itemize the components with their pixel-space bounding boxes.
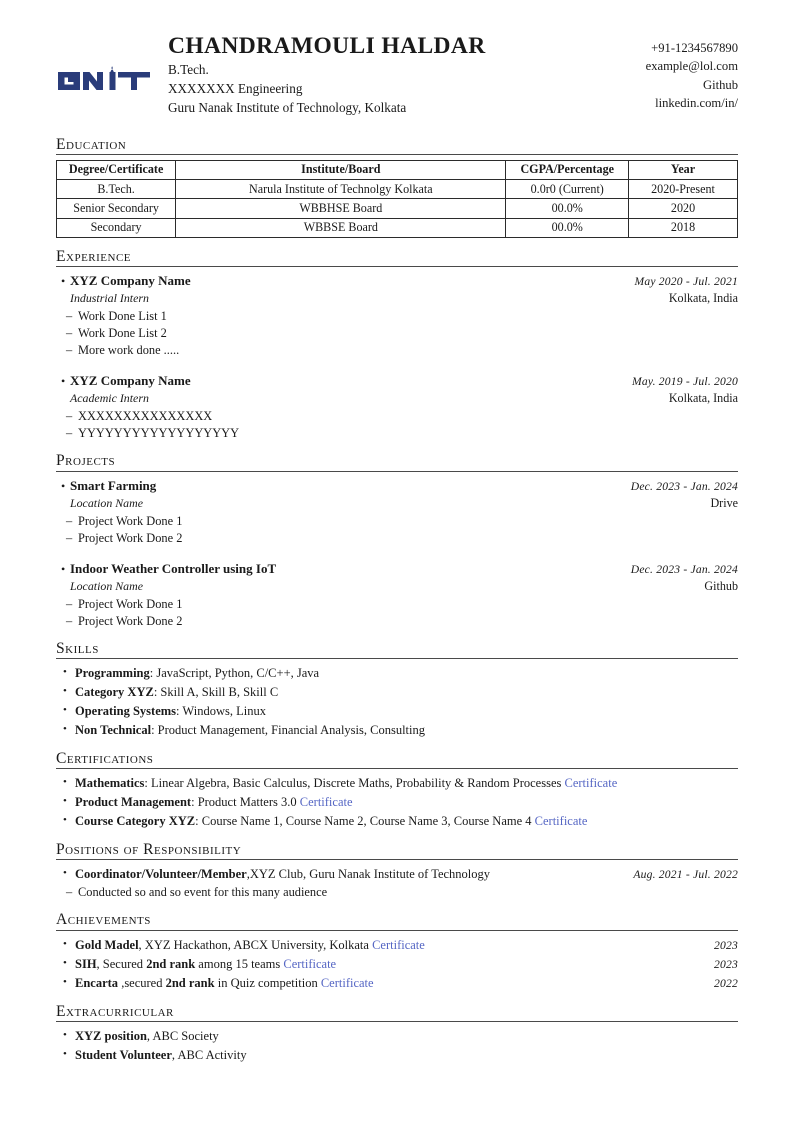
certificate-link[interactable]: Certificate <box>564 776 618 791</box>
project-location-name: Location Name <box>70 578 143 593</box>
skill-sep: : <box>176 704 183 719</box>
section-skills <box>56 640 738 740</box>
section-heading-extracurricular: Extracurricular <box>56 1002 174 1020</box>
certificate-link[interactable]: Certificate <box>372 937 425 952</box>
cell-degree: Senior Secondary <box>57 199 176 218</box>
skill-label: Operating Systems <box>75 704 177 719</box>
extra-detail: , ABC Society <box>146 1028 219 1043</box>
list-item: – XXXXXXXXXXXXXXX <box>56 408 738 425</box>
position-text <box>75 865 633 884</box>
project-title: Smart Farming <box>70 477 157 493</box>
achievement-row <box>75 936 738 955</box>
experience-role: Industrial Intern <box>70 291 149 306</box>
cert-value: Course Name 1, Course Name 2, Course Name 3, Course Name 4 <box>201 814 535 829</box>
experience-company: XYZ Company Name <box>70 273 191 289</box>
project-link[interactable]: Drive <box>710 495 738 510</box>
certificate-link[interactable]: Certificate <box>534 814 588 829</box>
experience-points <box>56 408 738 442</box>
project-entry <box>56 477 738 547</box>
table-row <box>57 199 738 218</box>
achievement-rank: 2nd rank <box>146 956 196 971</box>
contact-phone: +91-1234567890 <box>651 41 738 55</box>
table-header-row <box>57 160 738 179</box>
contact-github-link[interactable]: Github <box>703 77 738 92</box>
achievement-year: 2022 <box>714 976 738 990</box>
cell-cgpa: 00.0% <box>506 218 629 237</box>
spacer <box>56 362 738 372</box>
branch-line: XXXXXXX Engineering <box>168 81 303 97</box>
list-item: – Project Work Done 1 <box>56 596 738 613</box>
cert-sep: : <box>144 776 152 791</box>
section-rule <box>56 1021 738 1022</box>
list-item: – Project Work Done 2 <box>56 530 738 547</box>
achievement-text <box>75 936 714 955</box>
cell-degree: B.Tech. <box>57 180 176 199</box>
table-row <box>57 218 738 237</box>
skill-value: Product Management, Financial Analysis, Consulting <box>157 723 426 738</box>
section-heading-skills: Skills <box>56 639 99 657</box>
experience-date: May. 2019 - Jul. 2020 <box>632 375 738 389</box>
certificate-link[interactable]: Certificate <box>299 795 353 810</box>
resume-header <box>56 34 738 118</box>
achievement-row <box>75 955 738 974</box>
list-item <box>56 1046 738 1065</box>
cert-label: Course Category XYZ <box>75 814 196 829</box>
skill-value: Windows, Linux <box>182 704 266 719</box>
section-extracurricular <box>56 1003 738 1065</box>
cert-label: Product Management <box>75 795 192 810</box>
list-item: – Conducted so and so event for this many audience <box>56 884 738 901</box>
list-item: – Work Done List 1 <box>56 308 738 325</box>
section-heading-positions: Positions of Responsibility <box>56 841 242 859</box>
cell-year: 2018 <box>629 218 738 237</box>
project-points <box>56 596 738 630</box>
achievement-year: 2023 <box>714 938 738 952</box>
cell-cgpa: 00.0% <box>506 199 629 218</box>
extra-detail: , ABC Activity <box>171 1047 247 1062</box>
skills-list <box>56 664 738 740</box>
section-positions <box>56 841 738 901</box>
skill-value: Skill A, Skill B, Skill C <box>160 685 279 700</box>
certificate-link[interactable]: Certificate <box>283 956 337 971</box>
cell-degree: Secondary <box>57 218 176 237</box>
positions-list <box>56 865 738 884</box>
th-institute: Institute/Board <box>176 160 506 179</box>
experience-date: May 2020 - Jul. 2021 <box>634 275 738 289</box>
section-rule <box>56 930 738 931</box>
position-row <box>75 865 738 884</box>
degree-line: B.Tech. <box>168 62 209 78</box>
skill-value: JavaScript, Python, C/C++, Java <box>156 666 320 681</box>
list-item <box>56 702 738 721</box>
experience-points <box>56 308 738 359</box>
experience-entry <box>56 372 738 442</box>
achievement-rank: 2nd rank <box>165 975 215 990</box>
section-rule <box>56 154 738 155</box>
experience-location: Kolkata, India <box>668 291 738 306</box>
list-item: – Project Work Done 1 <box>56 513 738 530</box>
experience-company: XYZ Company Name <box>70 373 191 389</box>
achievement-title: Gold Madel <box>75 937 139 952</box>
cert-sep: : <box>191 795 198 810</box>
certifications-list <box>56 774 738 831</box>
cell-cgpa: 0.0r0 (Current) <box>506 180 629 199</box>
achievements-list <box>56 936 738 993</box>
section-heading-experience: Experience <box>56 247 132 265</box>
list-item <box>56 955 738 974</box>
position-role: Coordinator/Volunteer/Member <box>75 867 247 882</box>
achievement-title: Encarta <box>75 975 119 990</box>
contact-email[interactable]: example@lol.com <box>645 59 738 74</box>
achievement-year: 2023 <box>714 957 738 971</box>
positions-points <box>56 884 738 901</box>
spacer <box>56 550 738 560</box>
position-detail: ,XYZ Club, Guru Nanak Institute of Technology <box>246 867 491 882</box>
th-degree: Degree/Certificate <box>57 160 176 179</box>
list-item <box>56 774 738 793</box>
page-title: CHANDRAMOULI HALDAR <box>168 33 486 59</box>
section-rule <box>56 471 738 472</box>
section-heading-certifications: Certifications <box>56 750 154 768</box>
list-item <box>56 936 738 955</box>
gnit-logo-icon <box>56 66 152 96</box>
list-item: – More work done ..... <box>56 342 738 359</box>
achievement-title: SIH <box>75 956 97 971</box>
position-date: Aug. 2021 - Jul. 2022 <box>633 868 738 882</box>
section-education <box>56 136 738 238</box>
list-item <box>56 812 738 831</box>
achievement-text <box>75 974 714 993</box>
cell-year: 2020 <box>629 199 738 218</box>
achievement-tail: in Quiz competition <box>214 975 321 990</box>
achievement-text <box>75 955 714 974</box>
bullet-icon <box>56 561 70 578</box>
list-item <box>56 974 738 993</box>
skill-label: Category XYZ <box>75 685 154 700</box>
cell-institute: Narula Institute of Technolgy Kolkata <box>176 180 506 199</box>
cert-value: Product Matters 3.0 <box>197 795 300 810</box>
achievement-tail: among 15 teams <box>195 956 284 971</box>
section-achievements <box>56 911 738 992</box>
cert-value: Linear Algebra, Basic Calculus, Discrete Maths, Probability & Random Processes <box>151 776 565 791</box>
section-heading-achievements: Achievements <box>56 911 151 929</box>
experience-entry <box>56 272 738 359</box>
skill-sep: : <box>153 685 161 700</box>
education-table <box>56 160 738 238</box>
bullet-icon <box>56 373 70 390</box>
list-item <box>56 683 738 702</box>
experience-role: Academic Intern <box>70 391 149 406</box>
certificate-link[interactable]: Certificate <box>320 975 374 990</box>
project-link[interactable]: Github <box>704 578 738 593</box>
project-points <box>56 513 738 547</box>
bullet-icon <box>56 273 70 290</box>
section-rule <box>56 859 738 860</box>
list-item: – Project Work Done 2 <box>56 613 738 630</box>
bullet-icon <box>56 478 70 495</box>
section-rule <box>56 266 738 267</box>
contact-block <box>568 34 738 112</box>
list-item: – Work Done List 2 <box>56 325 738 342</box>
extracurricular-list <box>56 1027 738 1065</box>
experience-location: Kolkata, India <box>668 391 738 406</box>
section-heading-education: Education <box>56 135 127 153</box>
list-item <box>56 1027 738 1046</box>
cell-institute: WBBSE Board <box>176 218 506 237</box>
section-experience <box>56 248 738 443</box>
cert-label: Mathematics <box>75 776 145 791</box>
list-item <box>56 865 738 884</box>
cell-institute: WBBHSE Board <box>176 199 506 218</box>
th-year: Year <box>629 160 738 179</box>
contact-linkedin-link[interactable]: linkedin.com/in/ <box>655 95 738 110</box>
extra-title: XYZ position <box>75 1028 147 1043</box>
list-item <box>56 721 738 740</box>
skill-label: Programming <box>75 666 150 681</box>
extra-title: Student Volunteer <box>75 1047 172 1062</box>
achievement-detail: , Secured <box>96 956 147 971</box>
section-rule <box>56 658 738 659</box>
cell-year: 2020-Present <box>629 180 738 199</box>
project-date: Dec. 2023 - Jan. 2024 <box>630 562 738 576</box>
cert-sep: : <box>195 814 202 829</box>
achievement-detail: , XYZ Hackathon, ABCX University, Kolkata <box>138 937 373 952</box>
institute-line: Guru Nanak Institute of Technology, Kolkata <box>168 99 407 115</box>
identity-block <box>164 34 568 118</box>
list-item: – YYYYYYYYYYYYYYYYYY <box>56 425 738 442</box>
section-certifications <box>56 750 738 831</box>
list-item <box>56 793 738 812</box>
project-date: Dec. 2023 - Jan. 2024 <box>630 479 738 493</box>
skill-sep: : <box>151 723 158 738</box>
project-title: Indoor Weather Controller using IoT <box>70 560 277 576</box>
project-location-name: Location Name <box>70 495 143 510</box>
achievement-detail: ,secured <box>118 975 166 990</box>
skill-sep: : <box>149 666 157 681</box>
list-item <box>56 664 738 683</box>
section-projects <box>56 452 738 629</box>
gnit-logo <box>56 34 164 96</box>
th-cgpa: CGPA/Percentage <box>506 160 629 179</box>
project-entry <box>56 560 738 630</box>
achievement-row <box>75 974 738 993</box>
table-row <box>57 180 738 199</box>
section-rule <box>56 768 738 769</box>
section-heading-projects: Projects <box>56 452 116 470</box>
skill-label: Non Technical <box>75 723 152 738</box>
